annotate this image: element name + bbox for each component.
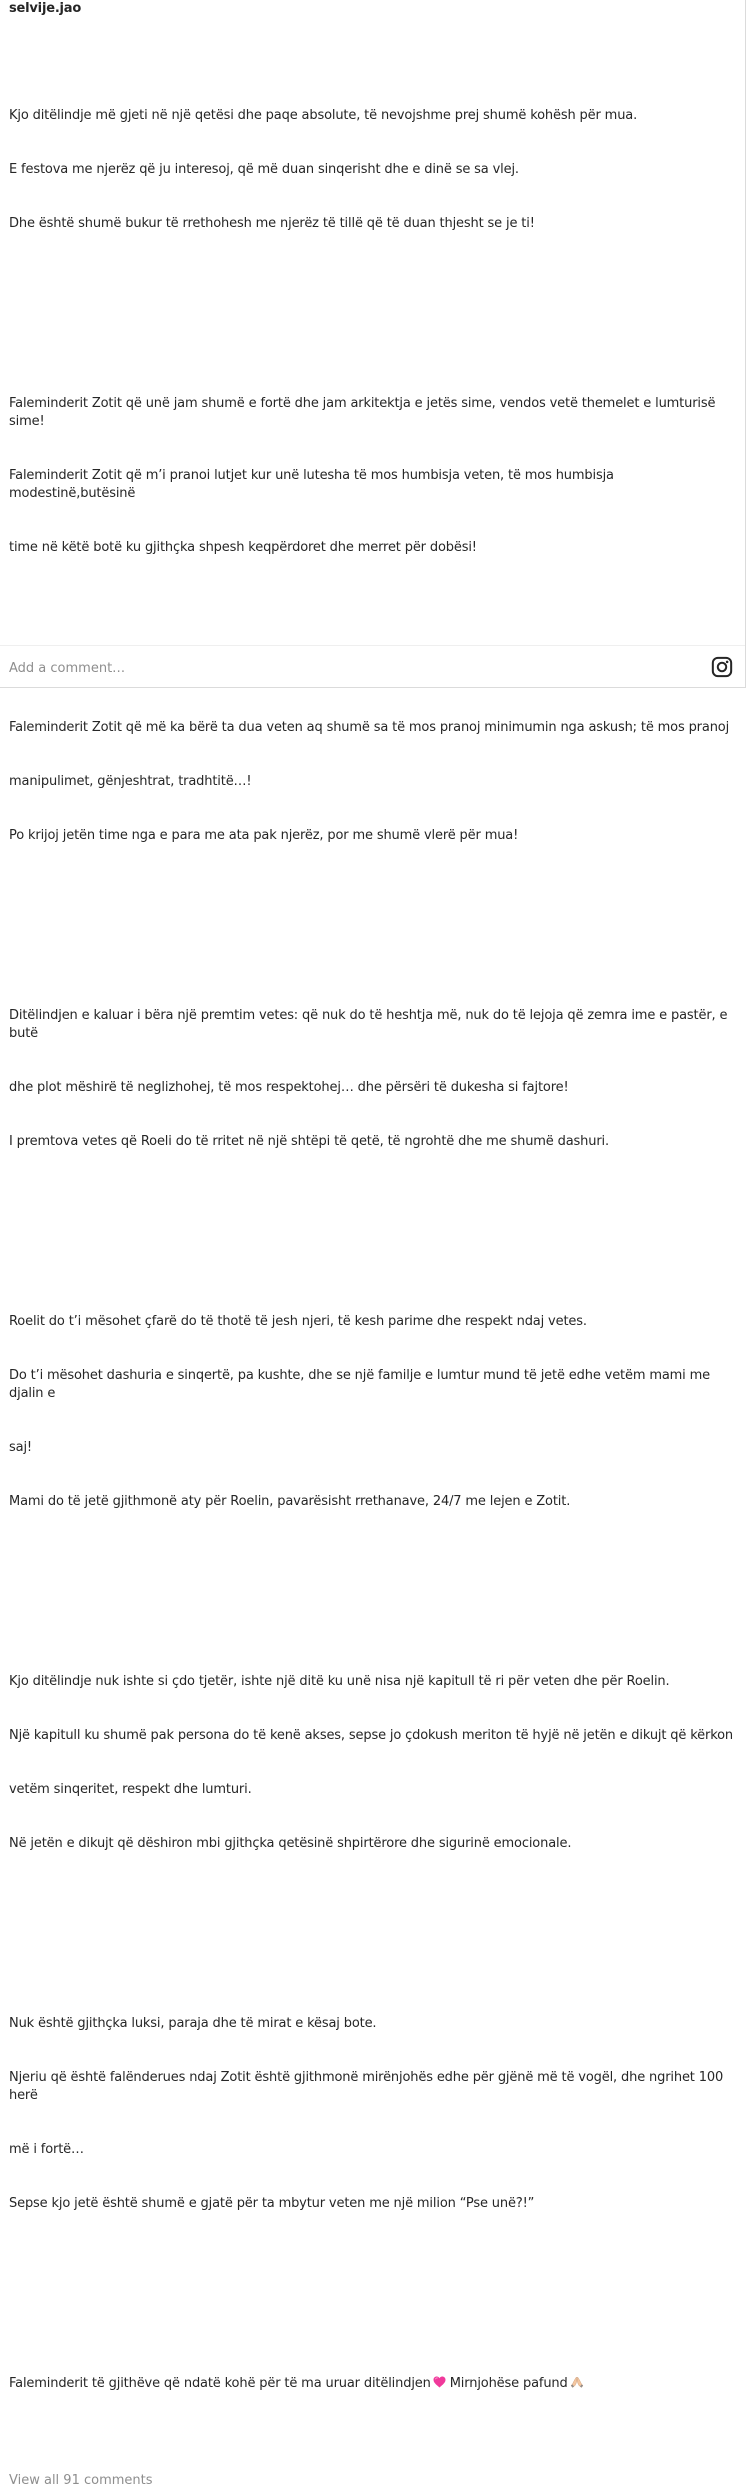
caption-line: Kjo ditëlindje më gjeti në një qetësi dhe paqe absolute, të nevojshme prej shumë kohësh për mua. xyxy=(9,108,638,123)
post-username[interactable]: selvije.jao xyxy=(9,1,82,16)
comment-bar xyxy=(0,646,745,688)
caption-paragraph-7 xyxy=(9,1979,739,2249)
pink-heart-icon xyxy=(433,2376,446,2388)
post-caption xyxy=(9,35,739,2465)
post-container xyxy=(9,0,739,2490)
caption-closing xyxy=(9,2339,739,2429)
caption-paragraph-5 xyxy=(9,1277,739,1547)
caption-line: saj! xyxy=(9,1440,32,1455)
closing-text-1: Faleminderit të gjithëve që ndatë kohë për të ma uruar ditëlindjen xyxy=(9,2376,431,2391)
caption-line: Faleminderit Zotit që më ka bërë ta dua veten aq shumë sa të mos pranoj minimumin nga askush; të mos pranoj xyxy=(9,720,730,735)
caption-line: Në jetën e dikujt që dëshiron mbi gjithçka qetësinë shpirtërore dhe sigurinë emocionale. xyxy=(9,1836,572,1851)
instagram-icon[interactable] xyxy=(711,656,733,678)
caption-line: Njeriu që është falënderues ndaj Zotit është gjithmonë mirënjohës edhe për gjënë më të vogël, dhe ngrihet 100 herë xyxy=(9,2070,728,2103)
caption-line: Mami do të jetë gjithmonë aty për Roelin, pavarësisht rrethanave, 24/7 me lejen e Zotit. xyxy=(9,1494,571,1509)
caption-line: më i fortë… xyxy=(9,2142,84,2157)
add-comment-input[interactable] xyxy=(9,658,689,678)
caption-paragraph-2 xyxy=(9,359,739,593)
view-all-comments-link[interactable]: View all 91 comments xyxy=(9,2473,153,2488)
caption-line: Po krijoj jetën time nga e para me ata pak njerëz, por me shumë vlerë për mua! xyxy=(9,828,519,843)
caption-line: Faleminderit Zotit që unë jam shumë e fortë dhe jam arkitektja e jetës sime, vendos vetë themelet e lumturisë sime! xyxy=(9,396,720,429)
closing-text-2: Mirnjohëse pafund xyxy=(445,2376,568,2391)
caption-line: I premtova vetes që Roeli do të rritet në një shtëpi të qetë, të ngrohtë dhe me shumë dashuri. xyxy=(9,1134,609,1149)
caption-closing-line xyxy=(9,2375,739,2393)
caption-line: Dhe është shumë bukur të rrethohesh me njerëz të tillë që të duan thjesht se je ti! xyxy=(9,216,535,231)
caption-line: dhe plot mëshirë të neglizhohej, të mos respektohej… dhe përsëri të dukesha si fajtore! xyxy=(9,1080,569,1095)
caption-paragraph-3 xyxy=(9,683,739,881)
caption-line: E festova me njerëz që ju interesoj, që më duan sinqerisht dhe e dinë se sa vlej. xyxy=(9,162,519,177)
caption-line: Nuk është gjithçka luksi, paraja dhe të mirat e kësaj bote. xyxy=(9,2016,377,2031)
caption-line: Kjo ditëlindje nuk ishte si çdo tjetër, ishte një ditë ku unë nisa një kapitull të ri për veten dhe për Roelin. xyxy=(9,1674,670,1689)
caption-paragraph-1 xyxy=(9,71,739,269)
caption-paragraph-4 xyxy=(9,971,739,1187)
caption-line: Roelit do t’i mësohet çfarë do të thotë të jesh njeri, të kesh parime dhe respekt ndaj vetes. xyxy=(9,1314,587,1329)
caption-line: manipulimet, gënjeshtrat, tradhtitë…! xyxy=(9,774,252,789)
caption-line: time në këtë botë ku gjithçka shpesh keqpërdoret dhe merret për dobësi! xyxy=(9,540,477,555)
praying-hands-icon xyxy=(570,2376,584,2388)
caption-paragraph-6 xyxy=(9,1637,739,1889)
caption-line: Ditëlindjen e kaluar i bëra një premtim vetes: që nuk do të heshtja më, nuk do të lejoja që zemra ime e pastër, e butë xyxy=(9,1008,732,1041)
caption-line: Një kapitull ku shumë pak persona do të kenë akses, sepse jo çdokush meriton të hyjë në jetën e dikujt që kërkon xyxy=(9,1728,734,1743)
caption-line: vetëm sinqeritet, respekt dhe lumturi. xyxy=(9,1782,252,1797)
caption-line: Do t’i mësohet dashuria e sinqertë, pa kushte, dhe se një familje e lumtur mund të jetë edhe vetëm mami me djalin e xyxy=(9,1368,714,1401)
caption-line: Faleminderit Zotit që m’i pranoi lutjet kur unë lutesha të mos humbisja veten, të mos humbisja modestinë,butësinë xyxy=(9,468,618,501)
caption-line: Sepse kjo jetë është shumë e gjatë për ta mbytur veten me një milion “Pse unë?!” xyxy=(9,2196,535,2211)
